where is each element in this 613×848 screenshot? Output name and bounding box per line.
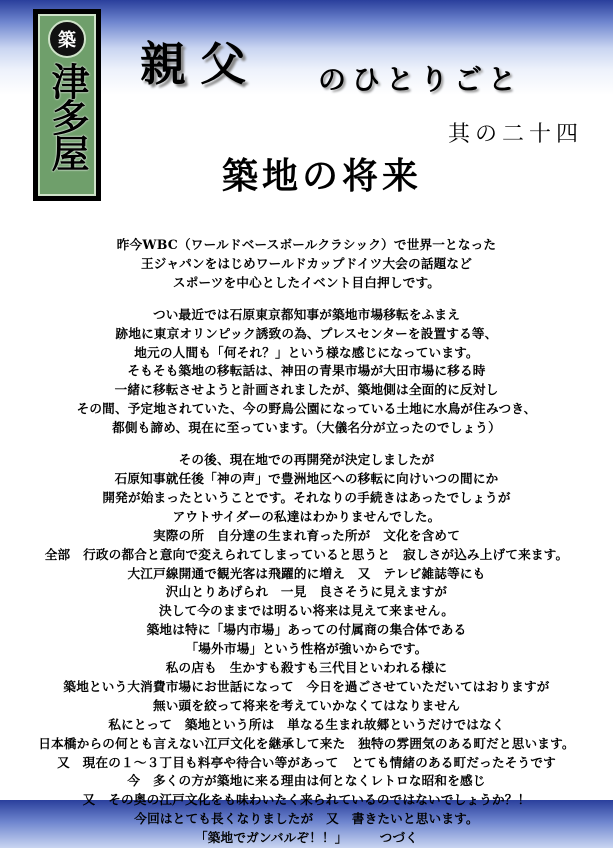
paragraph bbox=[0, 236, 613, 293]
text-line: 「築地でガンバルぞ！！」 つづく bbox=[194, 830, 419, 846]
text-line: 全部 行政の都合と意向で変えられてしまっていると思うと 寂しさが込み上げて来ます。 bbox=[44, 546, 569, 562]
logo-name: 津多屋 bbox=[45, 62, 89, 170]
text-line: そもそも築地の移転話は、神田の青果市場が大田市場に移る時 bbox=[127, 363, 486, 379]
page-subtitle: のひとりごと bbox=[318, 63, 523, 96]
text-line: スポーツを中心としたイベント目白押しです。 bbox=[172, 274, 441, 290]
text-line: その間、予定地されていた、今の野鳥公園になっている土地に水鳥が住みつき、 bbox=[76, 401, 537, 417]
page-title: 親父 bbox=[140, 37, 260, 91]
text-line: 開発が始まったということです。それなりの手続きはあったでしょうが bbox=[102, 489, 511, 505]
issue-number: 其の二十四 bbox=[448, 122, 584, 147]
text-line: 築地は特に「場内市場」あっての付属商の集合体である bbox=[146, 622, 467, 638]
text-line: 今回はとても長くなりましたが 又 書きたいと思います。 bbox=[134, 811, 479, 827]
paragraph-gap bbox=[0, 438, 613, 451]
text-line: 石原知事就任後「神の声」で豊洲地区への移転に向けいつの間にか bbox=[114, 470, 499, 486]
text-line: アウトサイダーの私達はわかりませんでした。 bbox=[172, 508, 441, 524]
text-line: 日本橋からの何とも言えない江戸文化を継承して来た 独特の雰囲気のある町だと思います。 bbox=[38, 735, 575, 751]
text-line: 跡地に東京オリンピック誘致の為、プレスセンターを設置する等、 bbox=[115, 325, 498, 341]
text-line: 昨今WBC（ワールドベースボールクラシック）で世界一となった bbox=[116, 237, 497, 252]
paragraph-gap bbox=[0, 293, 613, 306]
text-line: 沢山とりあげられ 一見 良さそうに見えますが bbox=[165, 584, 448, 600]
text-line: 又 その奥の江戸文化をも味わいたく来られているのではないでしょうか？！ bbox=[82, 792, 531, 808]
text-line: 今 多くの方が築地に来る理由は何となくレトロな昭和を感じ bbox=[127, 773, 486, 789]
text-line: 決して今のままでは明るい将来は見えて来ません。 bbox=[158, 603, 454, 619]
text-line: 一緒に移転させようと計画されましたが、築地側は全面的に反対し bbox=[114, 382, 499, 398]
text-line: 王ジャパンをはじめワールドカップドイツ大会の話題など bbox=[141, 255, 472, 271]
text-line: 「場外市場」という性格が強いからです。 bbox=[185, 641, 428, 657]
logo-emblem: 築 bbox=[48, 20, 86, 58]
text-line: 大江戸線開通で観光客は飛躍的に増え 又 テレビ雑誌等にも bbox=[127, 565, 486, 581]
article-heading: 築地の将来 bbox=[222, 156, 423, 197]
text-line: 築地という大消費市場にお世話になって 今日を過ごさせていただいてはおりますが bbox=[63, 678, 550, 694]
logo-panel bbox=[38, 14, 96, 196]
text-line: 実際の所 自分達の生まれ育った所が 文化を含めて bbox=[152, 527, 461, 543]
text-line: 私にとって 築地という所は 単なる生まれ故郷というだけではなく bbox=[108, 716, 505, 732]
paragraph bbox=[0, 306, 613, 438]
tsutaya-logo bbox=[33, 9, 101, 201]
text-line: 都側も諦め、現在に至っています。（大儀名分が立ったのでしょう） bbox=[112, 420, 501, 436]
paragraph bbox=[0, 451, 613, 848]
text-line: 無い頭を絞って将来を考えていかなくてはなりません bbox=[152, 697, 461, 713]
article-body bbox=[0, 236, 613, 848]
text-line: つい最近では石原東京都知事が築地市場移転をふまえ bbox=[152, 306, 461, 322]
text-line: 私の店も 生かすも殺すも三代目といわれる様に bbox=[165, 660, 448, 676]
text-line: その後、現在地での再開発が決定しましたが bbox=[178, 452, 435, 468]
text-line: 地元の人間も「何それ？」という様な感じになっています。 bbox=[134, 344, 479, 360]
text-line: 又 現在の１～３丁目も料亭や待合い等があって とても情緒のある町だったそうです bbox=[57, 754, 556, 770]
